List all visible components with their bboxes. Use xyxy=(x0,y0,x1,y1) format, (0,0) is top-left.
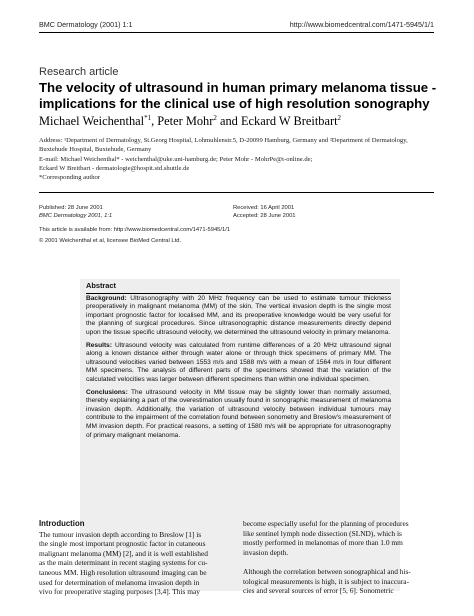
introduction-left-column xyxy=(39,519,229,597)
review-dates xyxy=(233,204,296,220)
body-line: mostly performed in melanomas of more than 1.0 mm xyxy=(243,538,403,548)
body-line: invasion depth. xyxy=(243,547,289,557)
author-3: and Eckard W Breitbart xyxy=(216,114,338,129)
author-list xyxy=(39,114,341,129)
paragraph-gap xyxy=(243,557,433,567)
introduction-heading: Introduction xyxy=(39,519,85,528)
article-link[interactable]: This article is available from: http://www.biomedcentral.com/1471-5945/1/1 xyxy=(39,227,231,233)
title-line-2: implications for the clinical use of high resolution sonography xyxy=(39,96,430,111)
author-2-affiliation: 2 xyxy=(213,114,217,122)
results-label: Results: xyxy=(86,341,113,349)
conclusions-label: Conclusions: xyxy=(86,388,128,396)
title-line-1: The velocity of ultrasound in human primary melanoma tissue - xyxy=(39,80,437,95)
accepted-date: Accepted: 28 June 2001 xyxy=(233,213,296,220)
author-emails xyxy=(39,156,439,173)
introduction-right-column xyxy=(243,519,433,596)
running-header-url[interactable]: http://www.biomedcentral.com/1471-5945/1/1 xyxy=(289,20,434,29)
published-date: Published: 28 June 2001 xyxy=(39,205,103,211)
corresponding-author-note: *Corresponding author xyxy=(39,174,100,181)
email-line-1[interactable]: E-mail: Michael Weichenthal* - weichenthal@uke.uni-hamburg.de; Peter Mohr - MohrPe@t-online.de; xyxy=(39,156,313,163)
body-line: The tumour invasion depth according to Breslow [1] is xyxy=(39,529,202,539)
body-line: Although the correlation between sonographical and his- xyxy=(243,566,411,576)
body-line: as the main determinant in recent staging systems for cu- xyxy=(39,558,208,568)
header-rule xyxy=(39,32,434,33)
body-line: the single most important prognostic factor in cutaneous xyxy=(39,539,206,549)
copyright: © 2001 Weichenthal et al, licensee BioMed Central Ltd. xyxy=(39,238,182,244)
conclusions-text: The ultrasound velocity in MM tissue may be slightly lower than normally assumed, thereby explaining a part of the overestimation usually found in sonographic measurement of melanoma invasion depth. Additionally, the variation of ultrasound velocity between individual tumours may contribute to the impairment of the correlation found between sonometry and Breslow's measurement of MM invasion depth. For practical reasons, a setting of 1580 m/s will be appropriate for ultrasonography of primary malignant melanoma. xyxy=(86,388,391,439)
body-line: used for determination of melanoma invasion depth in xyxy=(39,577,200,587)
results-text: Ultrasound velocity was calculated from runtime differences of a 20 MHz ultrasound signal along a known distance either through water alone or through thick specimens of primary MM. The ultrasound velocities varied between 1553 m/s and 1588 m/s with a mean of 1564 m/s in four different MM specimens. The analysis of different parts of the specimens showed that the variation of the calculated velocities was larger between different specimens than within one individual specimen. xyxy=(86,341,391,383)
body-line: taneous MM. High resolution ultrasound imaging can be xyxy=(39,567,207,577)
affiliation-line-1: Address: ¹Department of Dermatology, St.Georg Hospital, Lohmuhlenstr.5, D-20099 Hamburg, Germany and ²Department of Dermatology, xyxy=(39,137,408,144)
meta-top-rule xyxy=(39,192,434,193)
body-line: become especially useful for the planning of procedures xyxy=(243,519,409,528)
abstract-title: Abstract xyxy=(86,282,391,294)
section-label: Research article xyxy=(39,66,119,78)
affiliations xyxy=(39,137,439,154)
abstract-results xyxy=(86,342,391,385)
affiliation-line-2: Buxtehude Hospital, Buxtehude, Germany xyxy=(39,145,152,153)
abstract xyxy=(86,282,391,444)
received-date: Received: 16 April 2001 xyxy=(233,205,295,211)
body-line: tological measurements is high, it is subject to inaccura- xyxy=(243,576,410,586)
citation: BMC Dermatology 2001, 1:1 xyxy=(39,213,113,220)
abstract-background xyxy=(86,295,391,338)
body-line: like sentinel lymph node dissection (SLND), which is xyxy=(243,528,402,538)
article-title xyxy=(39,80,439,112)
author-1: Michael Weichenthal xyxy=(39,114,145,129)
email-line-2[interactable]: Eckard W Breitbart - dermatologie@hospit.std.shuttle.de xyxy=(39,164,190,172)
body-line: malignant melanoma (MM) [2], and it is well established xyxy=(39,548,208,558)
body-line: vivo for preoperative staging purposes [3,4]. This may xyxy=(39,587,200,597)
background-text: Ultrasonography with 20 MHz frequency can be used to estimate tumour thickness preoperatively in malignant melanoma (MM) of the skin. The vertical invasion depth is the single most important prognostic factor for localised MM, and its preoperative knowledge would be very useful for the planning of surgical procedures. Since ultrasonographic distance measurements directly depend upon the tissue specific ultrasound velocity, we determined the ultrasound velocity in primary melanoma. xyxy=(86,294,391,336)
background-label: Background: xyxy=(86,294,127,302)
author-1-affiliation: *1 xyxy=(144,114,152,122)
body-line: cies and several sources of error [5, 6]. Sonometric xyxy=(243,586,394,596)
abstract-conclusions xyxy=(86,389,391,441)
publication-info xyxy=(39,204,112,220)
author-3-affiliation: 2 xyxy=(337,114,342,122)
running-header-journal: BMC Dermatology (2001) 1:1 xyxy=(39,20,133,29)
author-2: , Peter Mohr xyxy=(151,114,214,129)
